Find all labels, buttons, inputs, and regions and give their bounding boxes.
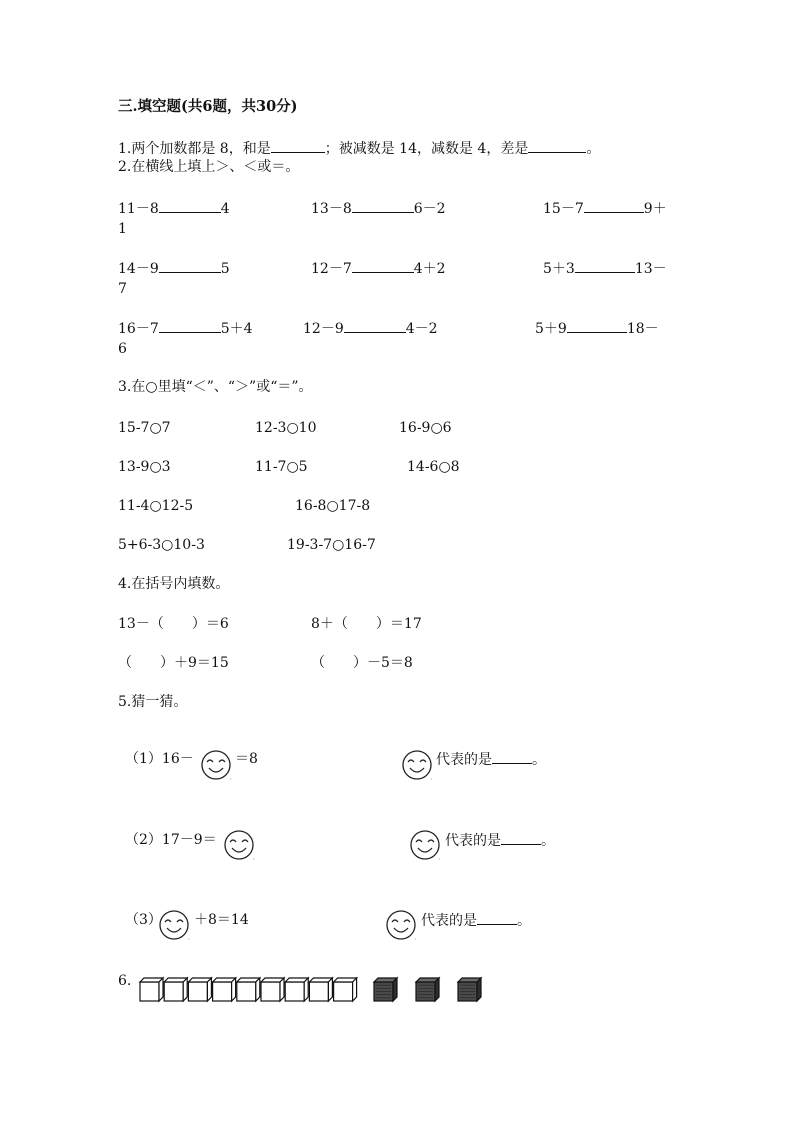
q5-end: 。 [517,913,531,929]
q5-end: 。 [532,752,546,768]
q2-item [118,199,230,218]
smiley-face-icon [401,749,435,783]
q2-right: 4 [220,201,230,217]
question-2-title: 2.在横线上填上＞、＜或＝。 [118,159,300,175]
section-title: 三.填空题(共6题，共30分) [118,98,298,115]
q5-expression-post: ＝8 [235,751,258,767]
white-cube [309,978,332,1001]
q2-right: 4－2 [405,321,438,337]
q2-left: 12－9 [303,321,344,337]
q4-item[interactable]: （ ）－5＝8 [311,655,413,671]
q1-answer-blank-difference[interactable] [528,139,586,153]
q3-item[interactable]: 14-6○8 [407,459,460,475]
q2-item [118,259,230,278]
q5-expression-pre: （3） [125,912,162,928]
smiley-face-icon [200,749,234,783]
q3-item[interactable]: 19-3-7○16-7 [287,537,376,553]
q5-answer-line [445,831,555,850]
q2-right: 5＋4 [220,321,253,337]
dark-cube [458,978,481,1001]
q2-answer-blank[interactable] [567,319,627,333]
q5-expression-pre: （1）16－ [125,751,194,767]
q2-right: 18－ [626,321,659,337]
q3-item[interactable]: 12-3○10 [255,420,317,436]
q2-item [535,319,659,338]
white-cube [261,978,284,1001]
q2-left: 12－7 [311,261,352,277]
cube-illustration [138,974,498,1008]
q5-expression-post: ＋8＝14 [194,912,249,928]
q2-answer-blank[interactable] [159,319,221,333]
q4-item[interactable]: （ ）＋9＝15 [118,655,229,671]
q2-item [311,259,446,278]
dark-cube [416,978,439,1001]
q5-expression-pre: （2）17－9＝ [125,832,217,848]
white-cube [285,978,308,1001]
q2-answer-blank[interactable] [159,259,221,273]
q2-left: 13－8 [311,201,352,217]
q2-right: 9＋ [643,201,667,217]
q3-item[interactable]: 15-7○7 [118,420,171,436]
svg-text::: : [431,776,433,782]
q2-right: 6－2 [413,201,446,217]
svg-text::: : [253,856,255,862]
q2-item [311,199,446,218]
q2-item [543,259,667,278]
q2-left: 5＋3 [543,261,575,277]
q5-label: 代表的是 [421,913,477,929]
svg-text::: : [188,936,190,942]
q3-item[interactable]: 16-8○17-8 [295,498,371,514]
q3-item[interactable]: 16-9○6 [399,420,452,436]
q4-item[interactable]: 13－（ ）＝6 [118,616,229,632]
q1-text-part2: ；被减数是 14，减数是 4，差是 [324,141,529,157]
q5-answer-line [421,911,531,930]
q2-wrap-text: 6 [118,341,127,357]
white-cube [140,978,163,1001]
svg-text::: : [415,936,417,942]
q2-answer-blank[interactable] [352,259,414,273]
q1-text-part1: 1.两个加数都是 8，和是 [118,141,271,157]
question-1 [118,139,600,158]
q5-answer-blank[interactable] [477,911,517,925]
q1-text-end: 。 [586,141,601,157]
q2-left: 11－8 [118,201,159,217]
white-cube [213,978,236,1001]
q2-left: 16－7 [118,321,159,337]
q2-item [543,199,667,218]
smiley-face-icon [385,909,419,943]
white-cube [164,978,187,1001]
svg-text::: : [439,856,441,862]
q5-answer-blank[interactable] [492,750,532,764]
q4-item[interactable]: 8＋（ ）＝17 [311,616,422,632]
q2-left: 14－9 [118,261,159,277]
q2-right: 4＋2 [413,261,446,277]
question-4-title: 4.在括号内填数。 [118,576,230,592]
q3-item[interactable]: 11-4○12-5 [118,498,194,514]
q5-label: 代表的是 [436,752,492,768]
q3-item[interactable]: 11-7○5 [255,459,308,475]
q2-right: 13－ [634,261,667,277]
q2-answer-blank[interactable] [575,259,635,273]
q5-answer-line [436,750,546,769]
q2-answer-blank[interactable] [159,199,221,213]
smiley-face-icon [409,829,443,863]
q3-item[interactable]: 13-9○3 [118,459,171,475]
q2-answer-blank[interactable] [352,199,414,213]
q3-item[interactable]: 5+6-3○10-3 [118,537,205,553]
smiley-face-icon [223,829,257,863]
question-6-label: 6. [118,973,132,989]
q5-answer-blank[interactable] [501,831,541,845]
q2-wrap-text: 1 [118,221,127,237]
q2-right: 5 [220,261,230,277]
q5-label: 代表的是 [445,833,501,849]
smiley-face-icon [158,909,192,943]
q2-item [118,319,253,338]
q1-answer-blank-sum[interactable] [271,139,325,153]
q2-item [303,319,438,338]
white-cube [237,978,260,1001]
white-cube [188,978,211,1001]
q2-left: 15－7 [543,201,584,217]
svg-text::: : [230,776,232,782]
q5-end: 。 [541,833,555,849]
white-cube [334,978,357,1001]
question-3-title: 3.在○里填“＜”、“＞”或“＝”。 [118,379,313,395]
q2-wrap-text: 7 [118,281,127,297]
question-5-title: 5.猜一猜。 [118,694,188,710]
dark-cube [374,978,397,1001]
q2-left: 5＋9 [535,321,567,337]
q2-answer-blank[interactable] [344,319,406,333]
q2-answer-blank[interactable] [584,199,644,213]
